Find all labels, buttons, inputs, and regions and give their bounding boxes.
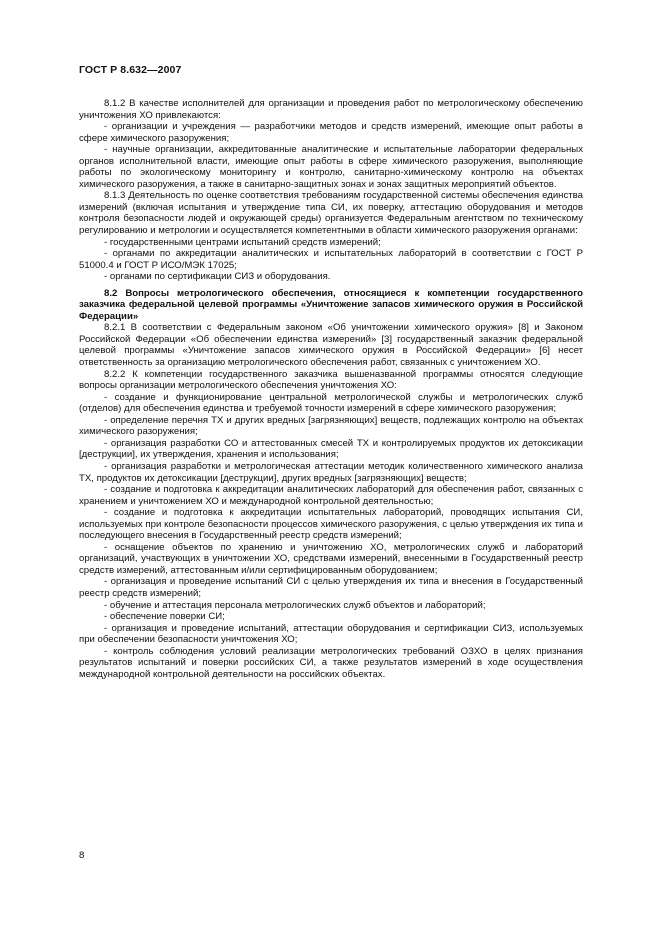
list-item: - создание и подготовка к аккредитации испытательных лабораторий, проводящих испытания СИ, используемых при контроле безопасности процессов химического разоружения, с целью утверждения их типа и последующего внесения в Государственный реестр средств измерений;	[79, 507, 583, 542]
list-item: - создание и функционирование центральной метрологической службы и метрологических служб (отделов) для обеспечения единства и требуемой точности измерений в сфере химического разоружения;	[79, 391, 583, 415]
list-item: - государственными центрами испытаний средств измерений;	[104, 236, 381, 248]
clause-8-1-3: 8.1.3 Деятельность по оценке соответствия требованиям государственной системы обеспечения единства измерений (включая испытания и утверждение типа СИ, их поверку, аттестацию оборудования и методов контроля безопасности людей и окружающей среды) организуется Федеральным агентством по техническому регулированию и метрологии и осуществляется компетентными в области химического разоружения органами:	[79, 190, 583, 237]
list-item: - контроль соблюдения условий реализации метрологических требований ОЗХО в целях признания результатов испытаний и поверки российских СИ, а также результатов измерений в ходе осуществления международной контрольной деятельности на российских объектах.	[79, 645, 583, 680]
list-item: - обучение и аттестация персонала метрологических служб объектов и лабораторий;	[104, 599, 486, 611]
list-item: - обеспечение поверки СИ;	[104, 611, 225, 623]
clause-8-2-2: 8.2.2 К компетенции государственного заказчика вышеназванной программы относятся следующие вопросы организации метрологического обеспечения уничтожения ХО:	[79, 368, 583, 392]
list-item: - определение перечня ТХ и других вредных [загрязняющих] веществ, подлежащих контролю на объектах химического разоружения;	[79, 414, 583, 438]
list-item: - оснащение объектов по хранению и уничтожению ХО, метрологических служб и лабораторий организаций, участвующих в уничтожении ХО, средствами измерений, внесенными в Государственный реестр средств измерений, аттестованным и/или сертифицированным оборудованием;	[79, 541, 583, 576]
list-item: - организации и учреждения — разработчики методов и средств измерений, имеющие опыт работы в сфере химического разоружения;	[79, 121, 583, 144]
list-item: - организация разработки и метрологическая аттестации методик количественного химического анализа ТХ, продуктов их детоксикации [деструкции], других вредных [загрязняющих] веществ;	[79, 460, 583, 484]
list-item: - организация и проведение испытаний, аттестации оборудования и сертификации СИЗ, используемых при обеспечении безопасности уничтожения ХО;	[79, 622, 583, 646]
list-item: - органами по сертификации СИЗ и оборудования.	[104, 271, 331, 283]
clause-8-2-1: 8.2.1 В соответствии с Федеральным законом «Об уничтожении химического оружия» [8] и Законом Российской Федерации «Об обеспечении единства измерений» [3] государственный заказчик федеральной целевой программы «Уничтожение запасов химического оружия в Российской Федерации» [6] несет ответственность за организацию метрологического обеспечения работ, связанных с уничтожением ХО.	[79, 322, 583, 369]
list-item: - создание и подготовка к аккредитации аналитических лабораторий для обеспечения работ, связанных с хранением и уничтожением ХО и международной контрольной деятельностью;	[79, 484, 583, 507]
clause-8-1-2: 8.1.2 В качестве исполнителей для организации и проведения работ по метрологическому обеспечению уничтожения ХО привлекаются:	[79, 98, 583, 121]
list-item: - организация и проведение испытаний СИ с целью утверждения их типа и внесения в Государственный реестр средств измерений;	[79, 576, 583, 599]
document-header: ГОСТ Р 8.632—2007	[79, 64, 182, 76]
list-item: - научные организации, аккредитованные аналитические и испытательные лаборатории федеральных органов исполнительной власти, имеющие опыт работы в сфере химического разоружения, выполняющие работы по экологическому мониторингу и контролю, санитарно-химическому контролю на объектах химического разоружения, а также в санитарно-защитных зонах и зонах защитных мероприятий объектов.	[79, 144, 583, 190]
page-number: 8	[79, 850, 85, 861]
list-item: - организация разработки СО и аттестованных смесей ТХ и контролируемых продуктов их детоксикации [деструкции], их утверждения, хранения и использования;	[79, 437, 583, 461]
list-item: - органами по аккредитации аналитических и испытательных лабораторий в соответствии с ГОСТ Р 51000.4 и ГОСТ Р ИСО/МЭК 17025;	[79, 248, 583, 271]
section-heading-8-2: 8.2 Вопросы метрологического обеспечения, относящиеся к компетенции государственного заказчика федеральной целевой программы «Уничтожение запасов химического оружия в Российской Федерации»	[79, 287, 583, 322]
document-body	[79, 98, 583, 680]
